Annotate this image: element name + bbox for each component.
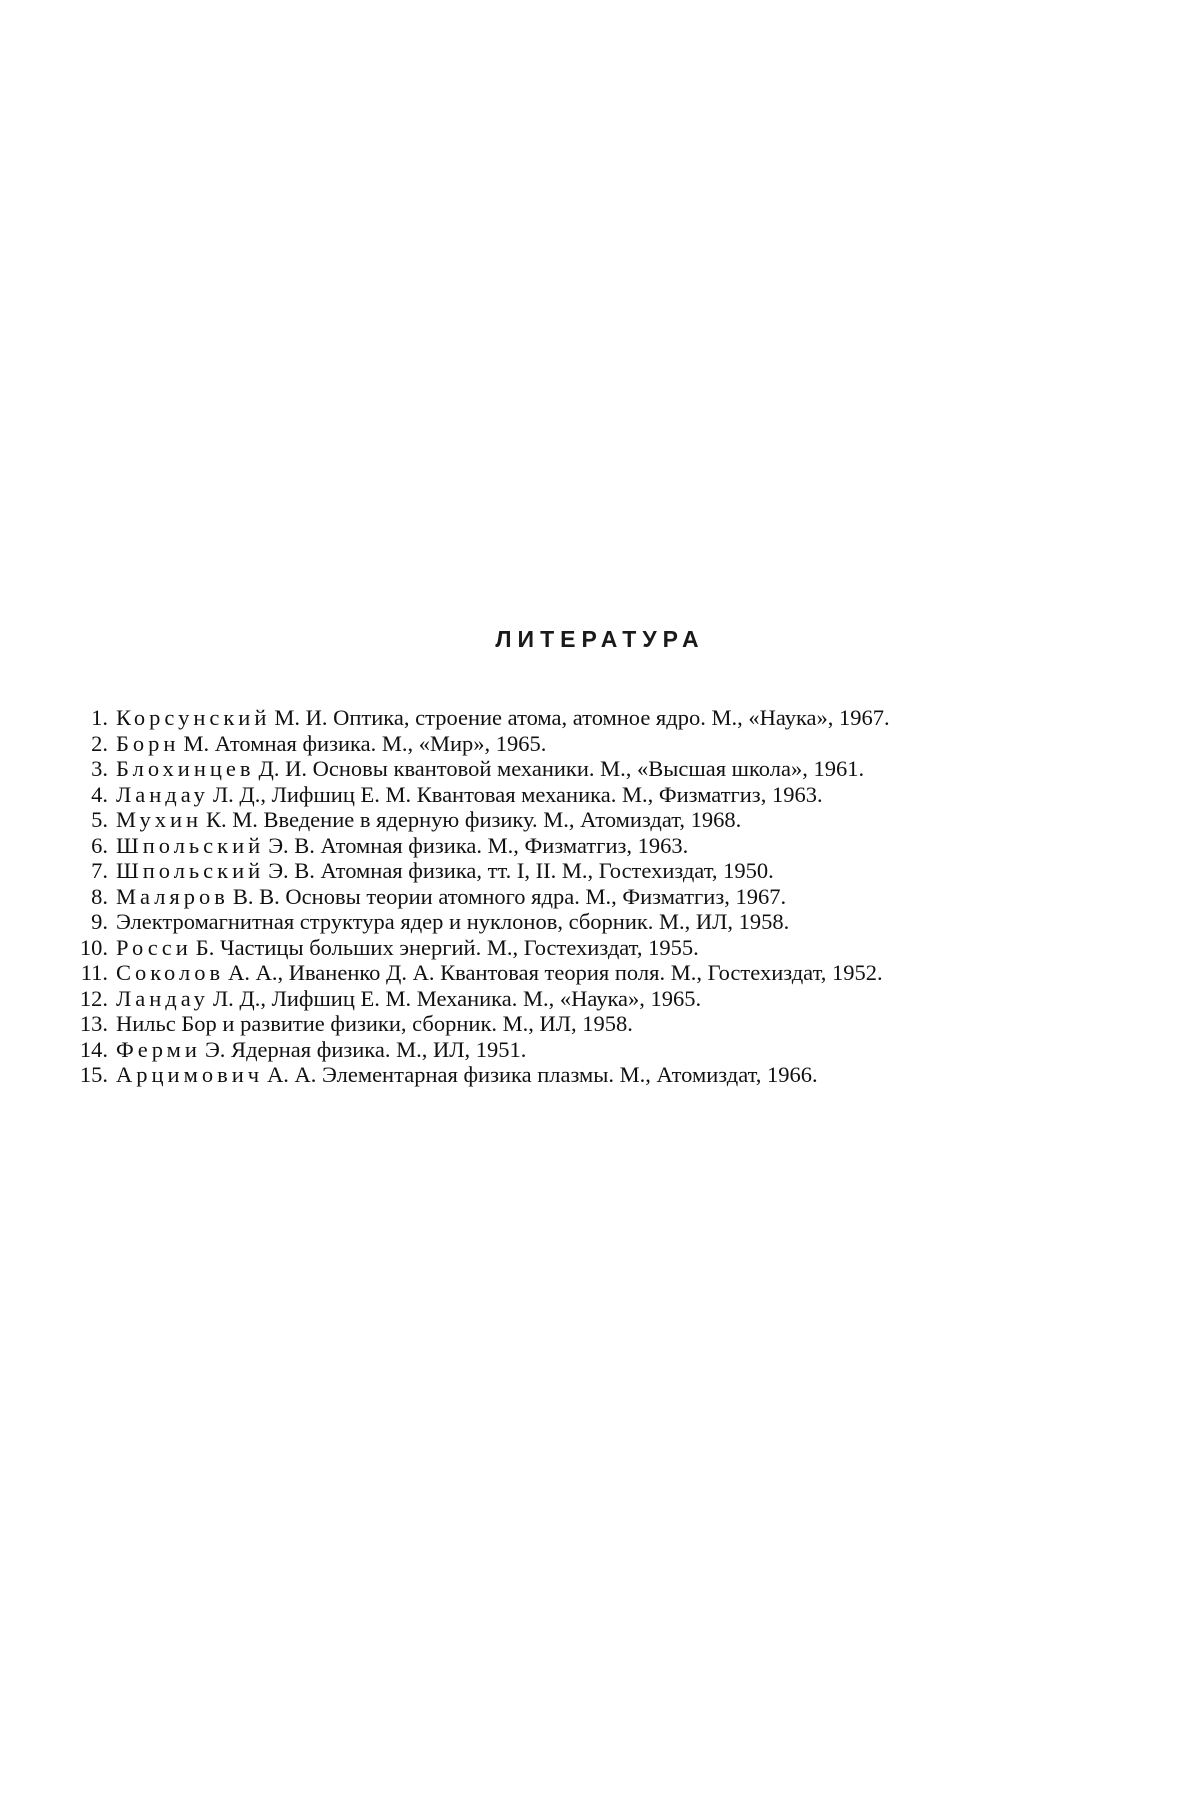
reference-item	[78, 782, 1118, 808]
reference-author: Корсунский	[116, 705, 271, 730]
reference-author: Ферми	[116, 1036, 201, 1062]
reference-number: 1.	[91, 705, 108, 730]
reference-item	[78, 909, 1118, 935]
reference-item	[78, 807, 1118, 833]
reference-number: 15.	[79, 1062, 108, 1087]
reference-details: М. И. Оптика, строение атома, атомное ядро. М., «Наука», 1967.	[274, 705, 890, 730]
reference-item	[78, 935, 1118, 961]
reference-item	[78, 756, 1118, 782]
reference-text	[116, 1011, 1118, 1037]
reference-item	[78, 858, 1118, 884]
reference-text	[116, 731, 1118, 757]
reference-details: Э. Ядерная физика. М., ИЛ, 1951.	[204, 1036, 527, 1062]
reference-item	[78, 1062, 1118, 1088]
reference-item	[78, 833, 1118, 859]
reference-author: Соколов	[116, 960, 225, 985]
reference-author: Ландау	[116, 985, 209, 1011]
reference-text	[116, 833, 1118, 859]
reference-number: 7.	[91, 858, 108, 883]
reference-author: Блохинцев	[116, 756, 255, 781]
reference-author: Маляров	[116, 883, 229, 909]
reference-item	[78, 1037, 1118, 1063]
reference-details: В. В. Основы теории атомного ядра. М., Физматгиз, 1967.	[232, 883, 787, 909]
reference-author: Шпольский	[116, 858, 265, 883]
reference-item	[78, 731, 1118, 757]
reference-details: Электромагнитная структура ядер и нуклонов, сборник. М., ИЛ, 1958.	[116, 909, 790, 934]
reference-text	[116, 986, 1118, 1012]
reference-item	[78, 986, 1118, 1012]
reference-details: К. М. Введение в ядерную физику. М., Атомиздат, 1968.	[206, 807, 742, 832]
reference-details: Нильс Бор и развитие физики, сборник. М., ИЛ, 1958.	[116, 1011, 633, 1036]
reference-number: 9.	[91, 909, 108, 934]
reference-text	[116, 705, 1118, 731]
reference-item	[78, 884, 1118, 910]
reference-number: 13.	[79, 1011, 108, 1036]
reference-details: Л. Д., Лифшиц Е. М. Квантовая механика. М., Физматгиз, 1963.	[212, 781, 823, 807]
reference-text	[116, 807, 1118, 833]
reference-details: Д. И. Основы квантовой механики. М., «Высшая школа», 1961.	[258, 756, 865, 781]
reference-list	[78, 705, 1118, 1088]
reference-text	[116, 756, 1118, 782]
reference-text	[116, 782, 1118, 808]
reference-item	[78, 960, 1118, 986]
reference-number: 4.	[91, 781, 108, 807]
reference-details: А. А. Элементарная физика плазмы. М., Атомиздат, 1966.	[267, 1062, 818, 1087]
reference-author: Росси	[116, 934, 192, 960]
reference-author: Ландау	[116, 781, 209, 807]
reference-author: Мухин	[116, 807, 203, 832]
reference-details: М. Атомная физика. М., «Мир», 1965.	[183, 730, 547, 756]
reference-text	[116, 960, 1118, 986]
reference-details: Л. Д., Лифшиц Е. М. Механика. М., «Наука», 1965.	[212, 985, 702, 1011]
reference-number: 5.	[91, 807, 108, 832]
page-title: ЛИТЕРАТУРА	[495, 626, 705, 652]
reference-author: Арцимович	[116, 1062, 264, 1087]
reference-text	[116, 909, 1118, 935]
reference-number: 10.	[79, 934, 108, 960]
reference-author: Борн	[116, 730, 180, 756]
reference-text	[116, 884, 1118, 910]
reference-text	[116, 1037, 1118, 1063]
reference-number: 11.	[80, 960, 108, 985]
reference-text	[116, 1062, 1118, 1088]
reference-number: 6.	[91, 832, 108, 858]
reference-text	[116, 858, 1118, 884]
reference-item	[78, 1011, 1118, 1037]
reference-details: Э. В. Атомная физика. М., Физматгиз, 1963.	[268, 832, 689, 858]
reference-author: Шпольский	[116, 832, 265, 858]
reference-number: 2.	[91, 730, 108, 756]
reference-number: 14.	[79, 1036, 108, 1062]
reference-item	[78, 705, 1118, 731]
reference-details: А. А., Иваненко Д. А. Квантовая теория поля. М., Гостехиздат, 1952.	[228, 960, 883, 985]
reference-number: 12.	[79, 985, 108, 1011]
reference-number: 8.	[91, 883, 108, 909]
reference-text	[116, 935, 1118, 961]
reference-details: Э. В. Атомная физика, тт. I, II. М., Гостехиздат, 1950.	[268, 858, 774, 883]
reference-details: Б. Частицы больших энергий. М., Гостехиздат, 1955.	[195, 934, 699, 960]
reference-number: 3.	[91, 756, 108, 781]
